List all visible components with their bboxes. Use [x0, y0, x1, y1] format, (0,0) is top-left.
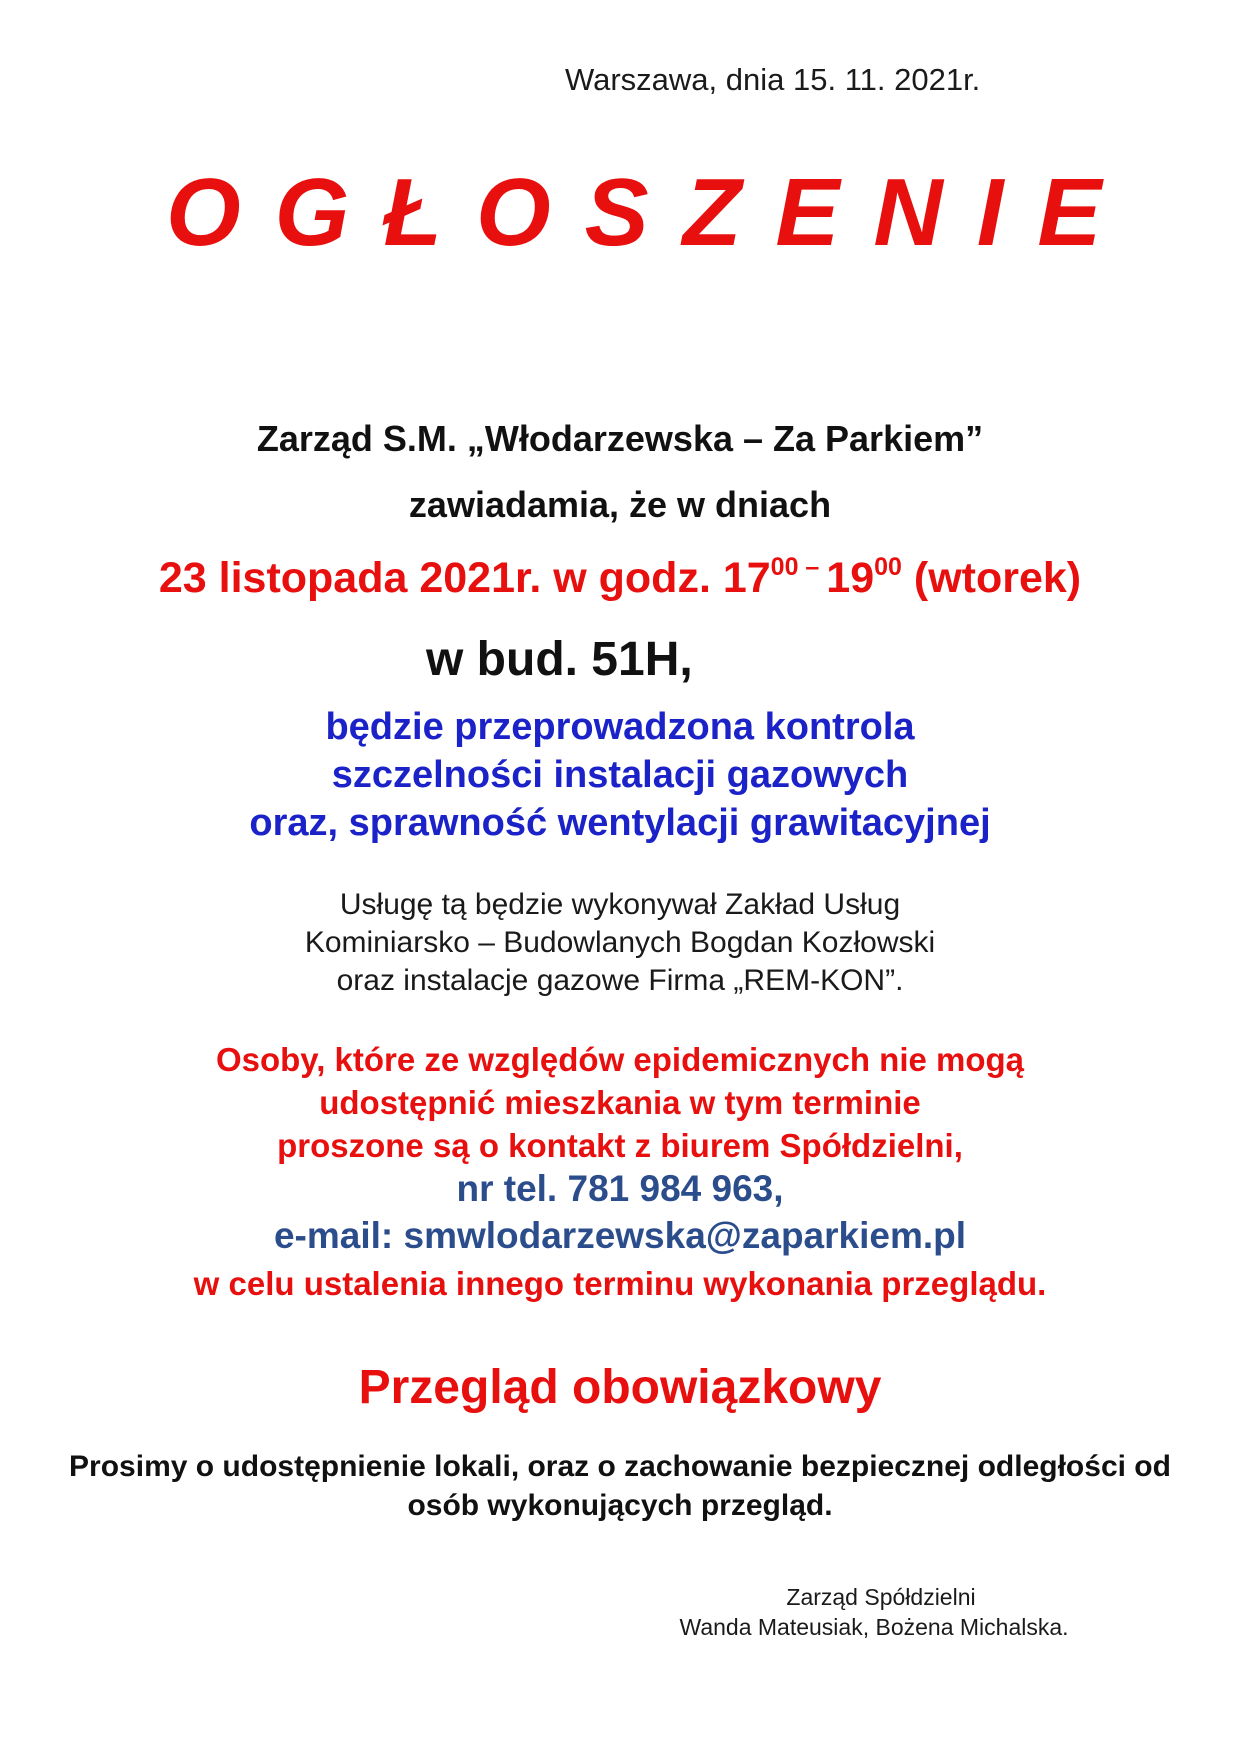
request-line-2: osób wykonujących przegląd. — [407, 1489, 833, 1522]
date-line: Warszawa, dnia 15. 11. 2021r. — [565, 62, 981, 97]
inspection-line-1: będzie przeprowadzona kontrola — [325, 706, 915, 748]
intro-line-1: Zarząd S.M. „Włodarzewska – Za Parkiem” — [256, 418, 984, 459]
notice-line-2: udostępnić mieszkania w tym terminie — [319, 1084, 921, 1121]
schedule-end-minutes: 00 — [874, 553, 902, 581]
service-line-3: oraz instalacje gazowe Firma „REM-KON”. — [336, 964, 904, 997]
notice-line-1: Osoby, które ze względów epidemicznych nie mogą — [215, 1041, 1025, 1078]
intro-line-2: zawiadamia, że w dniach — [408, 484, 832, 525]
service-line-2: Kominiarsko – Budowlanych Bogdan Kozłowski — [304, 926, 936, 959]
building-line: w bud. 51H, — [426, 633, 693, 686]
request-line-1: Prosimy o udostępnienie lokali, oraz o zachowanie bezpiecznej odległości od — [69, 1450, 1171, 1483]
notice-line-3: proszone są o kontakt z biurem Spółdzielni, — [277, 1127, 963, 1164]
signature-line-1: Zarząd Spółdzielni — [786, 1584, 976, 1610]
inspection-line-2: szczelności instalacji gazowych — [331, 754, 909, 796]
schedule-end-hour: 19 — [826, 554, 875, 602]
signature-line-2: Wanda Mateusiak, Bożena Michalska. — [679, 1614, 1069, 1640]
contact-email: e-mail: smwlodarzewska@zaparkiem.pl — [273, 1215, 967, 1256]
notice-line-4: w celu ustalenia innego terminu wykonania przeglądu. — [193, 1265, 1047, 1302]
inspection-line-3: oraz, sprawność wentylacji grawitacyjnej — [249, 802, 991, 844]
mandatory-heading: Przegląd obowiązkowy — [358, 1361, 882, 1414]
schedule-dash: – — [798, 553, 827, 581]
contact-phone: nr tel. 781 984 963, — [456, 1168, 784, 1209]
schedule-date-text: 23 listopada 2021r. w godz. 17 — [158, 554, 771, 602]
schedule-line — [0, 554, 1240, 603]
schedule-day: (wtorek) — [901, 554, 1082, 602]
schedule-start-minutes: 00 — [770, 553, 799, 581]
service-line-1: Usługę tą będzie wykonywał Zakład Usług — [339, 888, 901, 921]
page-title: OGŁOSZENIE — [166, 159, 1136, 266]
